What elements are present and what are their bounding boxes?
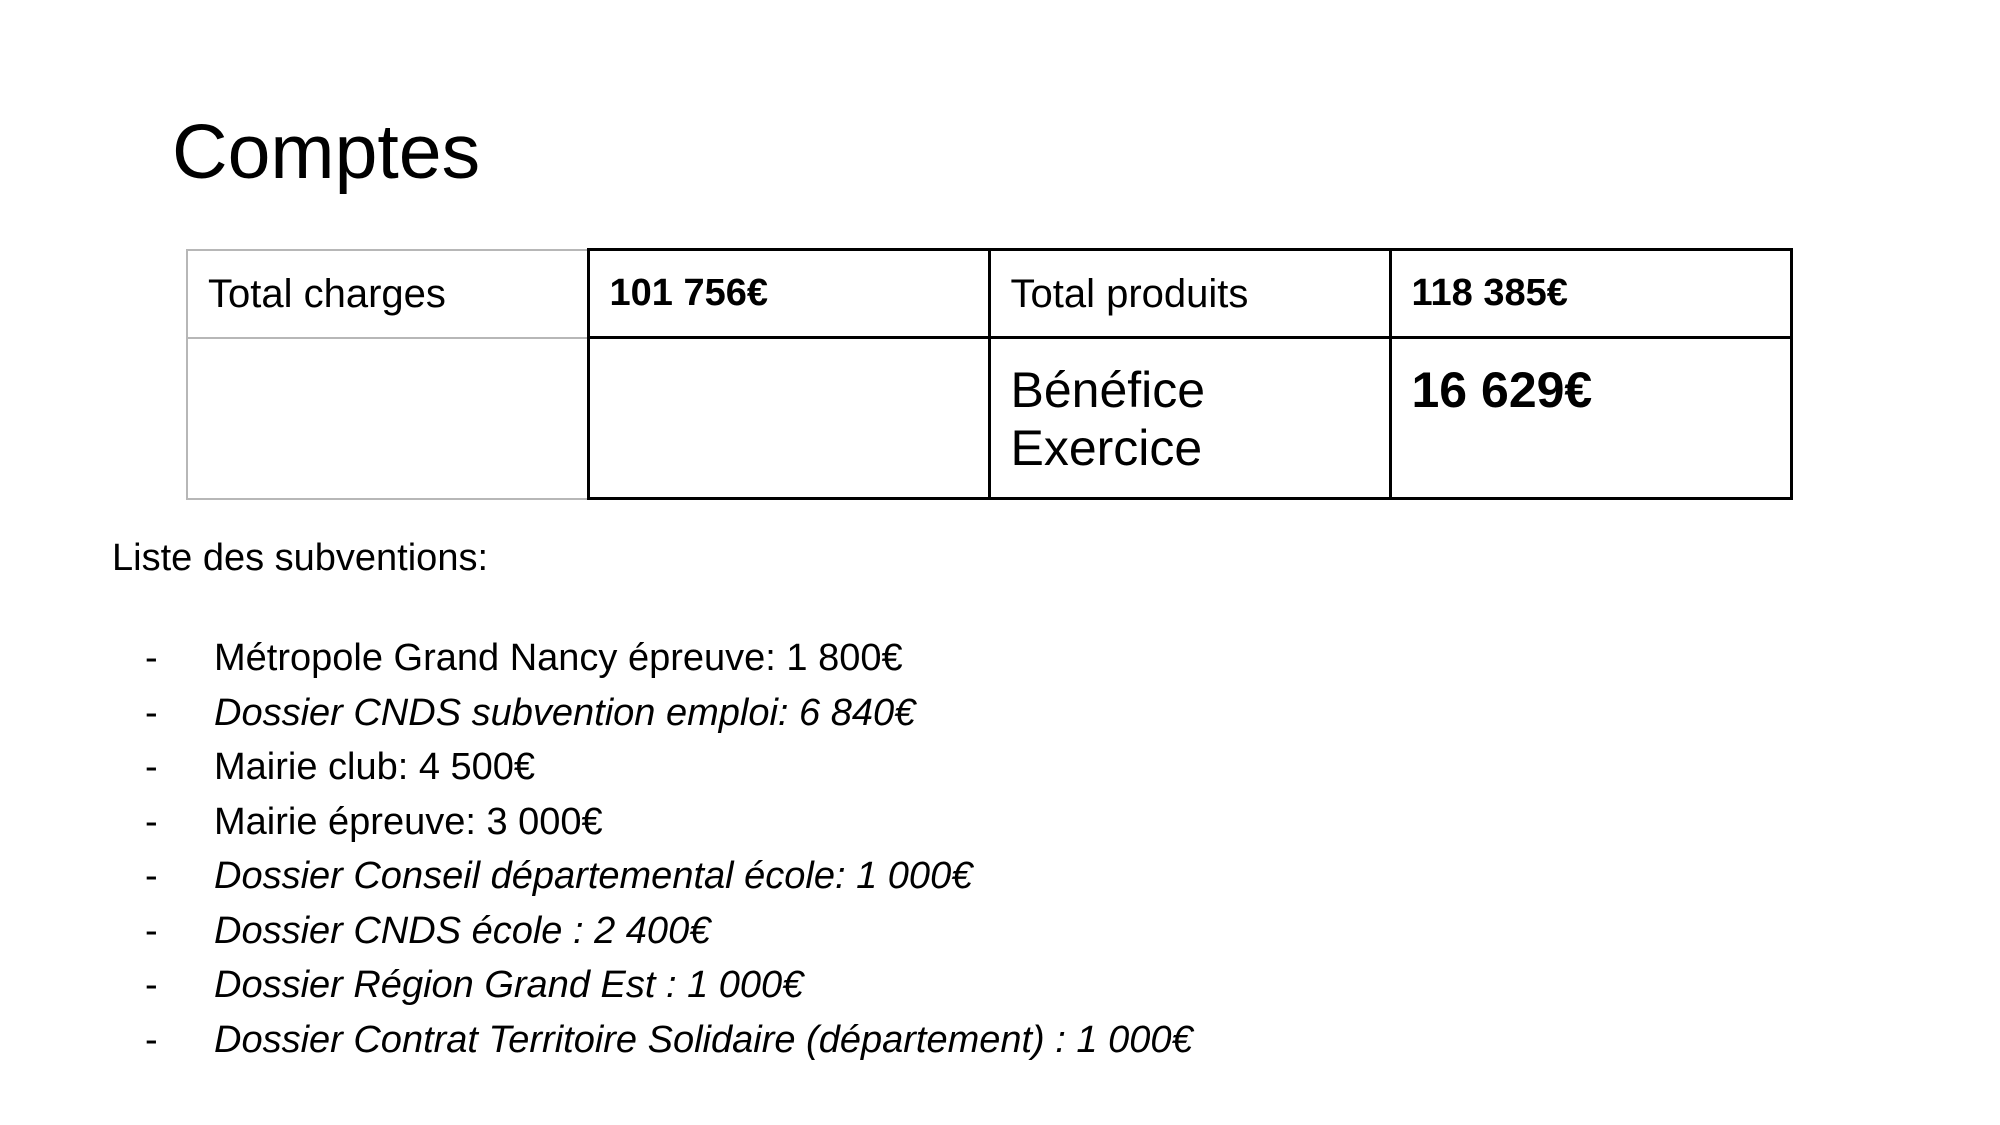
subsidy-item-text: Dossier CNDS subvention emploi: 6 840€ <box>214 691 916 734</box>
empty-cell-2 <box>588 338 989 499</box>
subsidy-item-text: Dossier Contrat Territoire Solidaire (département) : 1 000€ <box>214 1018 1193 1061</box>
subsidy-item-text: Dossier CNDS école : 2 400€ <box>214 909 711 952</box>
list-bullet: - <box>145 909 158 952</box>
list-bullet: - <box>145 746 158 788</box>
empty-cell-1 <box>187 338 588 499</box>
subsidy-item-text: Dossier Conseil départemental école: 1 000€ <box>214 855 973 897</box>
benefice-value-cell <box>1390 338 1791 499</box>
subsidy-item-text: Mairie club: 4 500€ <box>214 746 536 788</box>
total-charges-value-cell <box>588 250 989 338</box>
total-charges-value: 101 756€ <box>609 272 768 314</box>
table-row <box>187 250 1791 338</box>
accounts-table <box>186 248 1793 500</box>
subsidy-item-text: Mairie épreuve: 3 000€ <box>214 800 603 843</box>
total-produits-value: 118 385€ <box>1411 272 1568 314</box>
total-produits-label: Total produits <box>1010 271 1249 316</box>
benefice-label-cell <box>989 338 1390 499</box>
total-charges-label-cell <box>187 250 588 338</box>
benefice-exercice-value: 16 629€ <box>1411 362 1593 418</box>
table-row <box>187 338 1791 499</box>
list-bullet: - <box>145 637 158 679</box>
list-bullet: - <box>145 964 158 1006</box>
total-produits-value-cell <box>1390 250 1791 338</box>
slide-title: Comptes <box>172 109 481 195</box>
list-bullet: - <box>145 1018 158 1061</box>
list-bullet: - <box>145 855 158 897</box>
subsidy-item-text: Métropole Grand Nancy épreuve: 1 800€ <box>214 637 903 679</box>
list-bullet: - <box>145 800 158 843</box>
benefice-exercice-label: Bénéfice Exercice <box>1010 362 1206 476</box>
total-charges-label: Total charges <box>208 271 446 316</box>
total-produits-label-cell <box>989 250 1390 338</box>
subsidy-item-text: Dossier Région Grand Est : 1 000€ <box>214 964 804 1006</box>
list-bullet: - <box>145 691 158 734</box>
subsidies-heading: Liste des subventions: <box>112 537 489 579</box>
